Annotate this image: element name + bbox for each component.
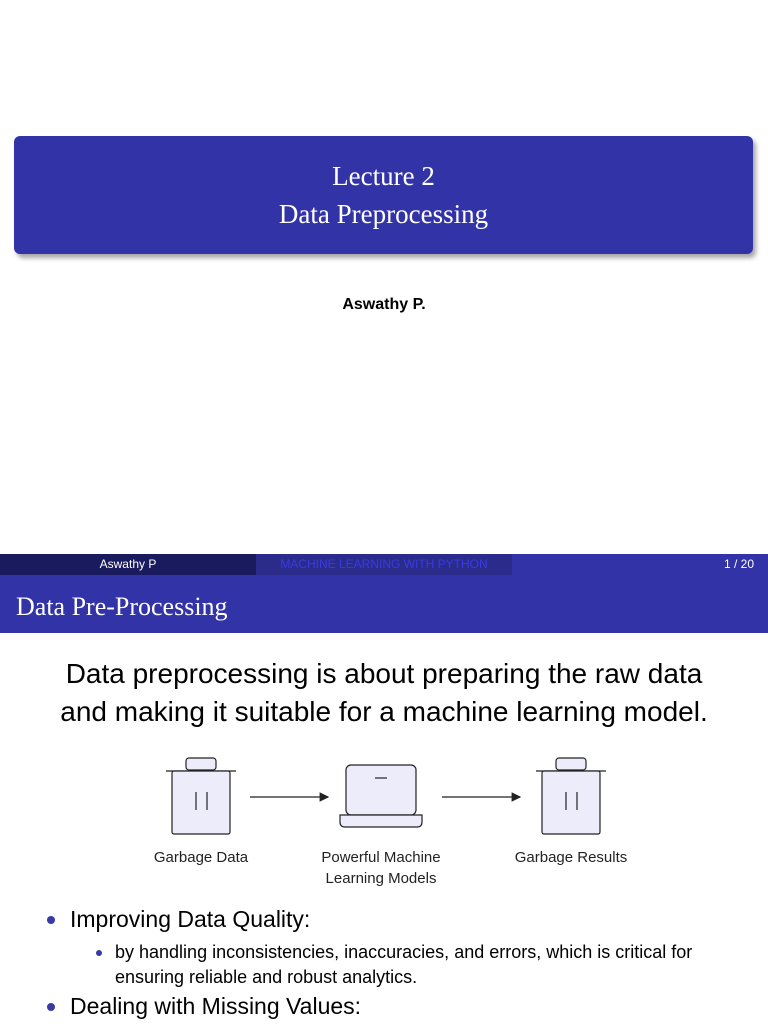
sub-bullet-text: by handling inconsistencies, inaccuracies, and errors, which is critical for ensuring reliable and robust analytics. xyxy=(115,942,693,987)
bullet-label: Dealing with Missing Values: xyxy=(70,993,362,1019)
bullet-label: Improving Data Quality: xyxy=(70,906,311,932)
footer-page-section xyxy=(512,554,768,575)
laptop-icon xyxy=(340,765,422,827)
lecture-title: Data Preprocessing xyxy=(278,199,489,229)
intro-text xyxy=(0,655,768,731)
trash-can-icon-left xyxy=(166,758,236,834)
label-ml-models xyxy=(300,847,462,889)
bullet-dot xyxy=(47,1003,55,1011)
frame-title-bar xyxy=(0,575,768,633)
label-garbage-data: Garbage Data xyxy=(153,849,249,866)
intro-line-2: and making it suitable for a machine learning model. xyxy=(60,696,708,727)
author-name: Aswathy P. xyxy=(342,296,426,313)
footer-page-number: 1 / 20 xyxy=(723,557,754,571)
preprocessing-diagram xyxy=(130,752,650,892)
lecture-number: Lecture 2 xyxy=(332,161,435,191)
label-garbage-results: Garbage Results xyxy=(514,849,628,866)
footer-bar xyxy=(0,554,768,575)
footer-course: MACHINE LEARNING WITH PYTHON xyxy=(256,554,512,575)
intro-line-1: Data preprocessing is about preparing the raw data xyxy=(65,658,703,689)
label-ml-models-line-1: Powerful Machine xyxy=(321,849,441,866)
footer-author: Aswathy P xyxy=(0,554,256,575)
title-block xyxy=(14,136,753,254)
label-ml-models-line-2: Learning Models xyxy=(325,870,437,887)
frame-title: Data Pre-Processing xyxy=(16,592,228,621)
sub-bullet-dot xyxy=(96,950,102,956)
diagram-graphic xyxy=(130,752,650,842)
bullet-dot xyxy=(47,916,55,924)
trash-can-icon-right xyxy=(536,758,606,834)
